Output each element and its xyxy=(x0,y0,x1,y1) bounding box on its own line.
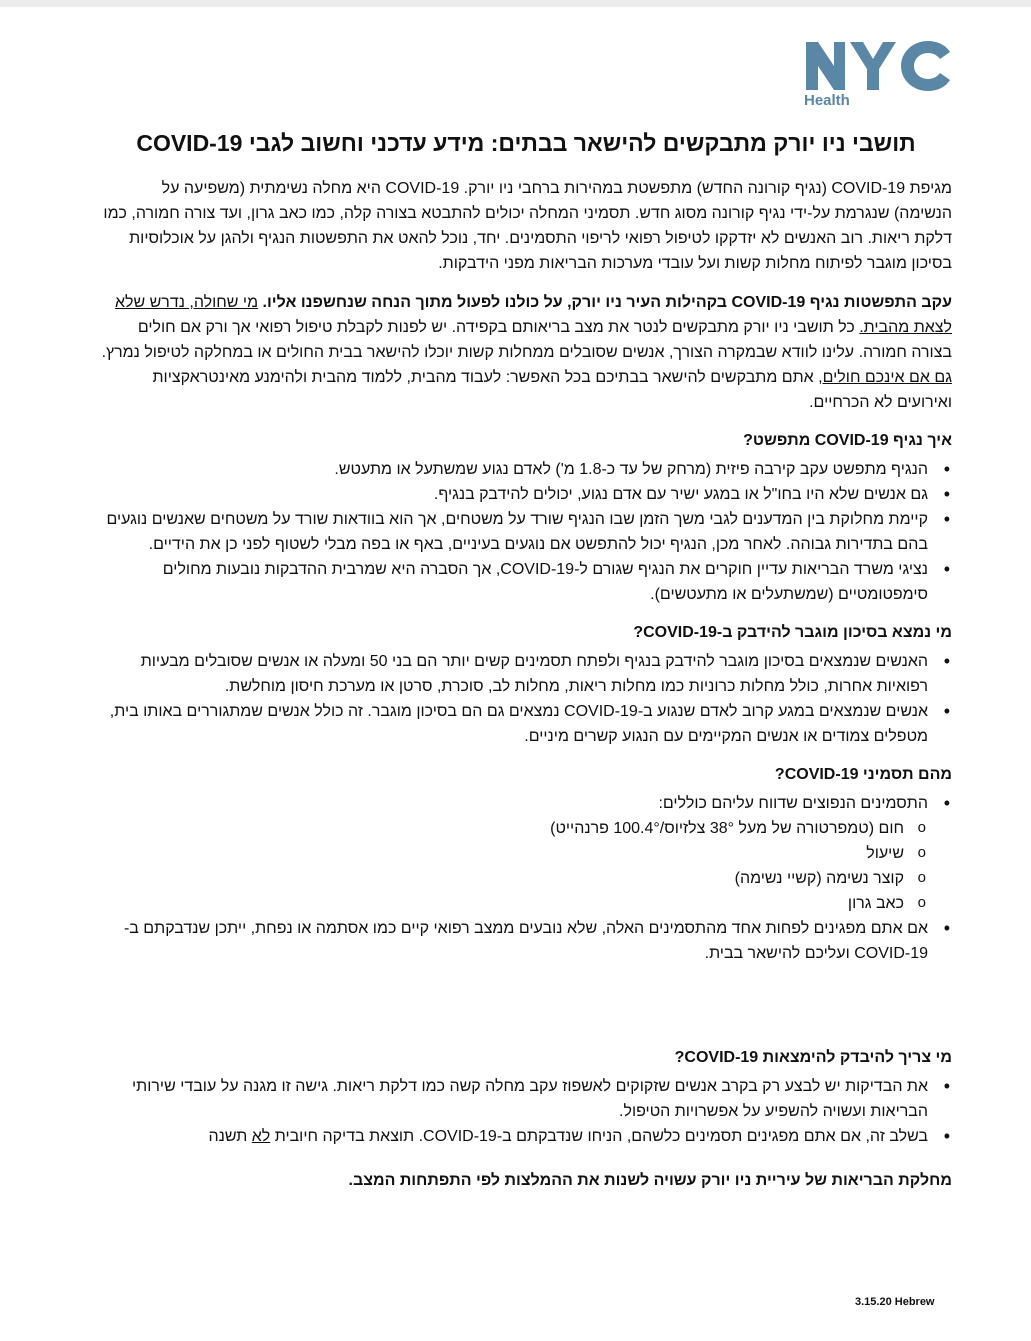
symptom-item: o קוצר נשימה (קשיי נשימה) xyxy=(100,866,904,891)
list-item: • את הבדיקות יש לבצע רק בקרב אנשים שזקוקים לאשפוז עקב מחלה קשה כמו דלקת ריאות. גישה זו מגנה על עובדי שירותי הבריאות ועשויה להשפיע על אפשרויות הטיפול. xyxy=(100,1074,928,1124)
spread-list xyxy=(100,457,952,607)
document-body xyxy=(100,128,952,1193)
list-item xyxy=(100,791,928,816)
stay-home-text-2: אתם מתבקשים להישאר בבתיכם בכל האפשר: לעבוד מהבית, ללמוד מהבית ולהימנע מאינטראקציות ואירועים לא הכרחיים. xyxy=(152,369,952,411)
symptoms-heading: מהם תסמיני COVID-19? xyxy=(774,766,952,783)
spread-heading: איך נגיף COVID-19 מתפשט? xyxy=(743,432,952,449)
testing-item2-end: תשנה xyxy=(208,1128,248,1145)
list-item: • האנשים שנמצאים בסיכון מוגבר להידבק בנגיף ולפתח תסמינים קשים יותר הם בני 50 ומעלה או אנשים שסובלים מבעיות רפואיות אחרות, כולל מחלות כרוניות כמו מחלות ריאות, מחלות לב, סוכרת, סרטן או מערכת חיסון מוחלשת. xyxy=(100,649,928,699)
list-item: • אנשים שנמצאים במגע קרוב לאדם שנגוע ב-COVID-19 נמצאים גם הם בסיכון מוגבר. זה כולל אנשים שמתגוררים באותו בית, מטפלים צמודים או אנשים המקיימים עם הנגוע קשרים מיניים. xyxy=(100,699,928,749)
stay-home-underline-2: גם אם אינכם חולים, xyxy=(818,369,952,386)
symptoms-advice-list xyxy=(100,916,952,966)
list-item: • קיימת מחלוקת בין המדענים לגבי משך הזמן שבו הנגיף שורד על משטחים, אך הוא בוודאות שורד על משטחים שאנשים נוגעים בהם בתדירות גבוהה. לאחר מכן, הנגיף יכול להתפשט אם נוגעים בעיניים, באף או בפה מבלי לשטוף לפני כן את הידיים. xyxy=(100,507,928,557)
top-border xyxy=(0,0,1031,7)
symptoms-sublist xyxy=(100,816,952,916)
list-item: • הנגיף מתפשט עקב קירבה פיזית (מרחק של עד כ-1.8 מ') לאדם נגוע שמשתעל או מתעטש. xyxy=(100,457,928,482)
nyc-health-logo xyxy=(804,40,952,112)
footer-note: מחלקת הבריאות של עיריית ניו יורק עשויה לשנות את ההמלצות לפי התפתחות המצב. xyxy=(348,1172,952,1189)
page-title: תושבי ניו יורק מתבקשים להישאר בבתים: מידע עדכני וחשוב לגבי COVID-19 xyxy=(136,130,916,156)
risk-heading: מי נמצא בסיכון מוגבר להידבק ב-COVID-19? xyxy=(633,624,952,641)
nyc-logo-icon xyxy=(804,40,952,92)
list-item xyxy=(100,1124,928,1149)
stay-home-text-1: כל תושבי ניו יורק מתבקשים לנטר את מצב בריאותם בקפידה. יש לפנות לקבלת טיפול רפואי אך ורק אם חולים בצורה חמורה. עלינו לוודא שבמקרה הצורך, אנשים שסובלים ממחלות קשות יוכלו להישאר בבית החולים או במחלקה לטיפול נמרץ. xyxy=(101,319,952,361)
stay-home-paragraph xyxy=(100,290,952,415)
symptom-item: o כאב גרון xyxy=(100,891,904,916)
testing-item2-text: בשלב זה, אם אתם מפגינים תסמינים כלשהם, הניחו שנדבקתם ב-COVID-19. תוצאת בדיקה חיובית xyxy=(274,1128,928,1145)
symptom-item: o שיעול xyxy=(100,841,904,866)
section-spacer xyxy=(100,966,952,1032)
testing-item2-underline: לא xyxy=(251,1128,271,1145)
testing-heading: מי צריך להיבדק להימצאות COVID-19? xyxy=(674,1049,952,1066)
testing-list xyxy=(100,1074,952,1149)
document-code: 3.15.20 Hebrew xyxy=(855,1296,935,1308)
intro-paragraph: מגיפת COVID-19 (נגיף קורונה החדש) מתפשטת במהירות ברחבי ניו יורק. COVID-19 היא מחלה נשימתית (משפיעה על הנשימה) שנגרמת על-ידי נגיף קורונה מסוג חדש. תסמיני המחלה יכולים להתבטא בצורה קלה, כמו כאב גרון, ועד צורה חמורה, כמו דלקת ריאות. רוב האנשים לא יזדקקו לטיפול רפואי לריפוי התסמינים. יחד, נוכל להאט את התפשטות הנגיף ולהגן על אוכלוסיות בסיכון מוגבר לפיתוח מחלות קשות ועל עובדי מערכות הבריאות מפני הידבקות. xyxy=(103,180,952,272)
symptoms-list xyxy=(100,791,952,816)
list-item: • אם אתם מפגינים לפחות אחד מהתסמינים האלה, שלא נובעים ממצב רפואי קיים כמו אסתמה או נפחת, ייתכן שנדבקתם ב-COVID-19 ועליכם להישאר בבית. xyxy=(100,916,928,966)
list-item: • גם אנשים שלא היו בחו"ל או במגע ישיר עם אדם נגוע, יכולים להידבק בנגיף. xyxy=(100,482,928,507)
stay-home-underline-1: מי שחולה, נדרש שלא לצאת מהבית. xyxy=(114,294,952,336)
symptoms-intro: התסמינים הנפוצים שדווח עליהם כוללים: xyxy=(658,795,928,812)
risk-list xyxy=(100,649,952,749)
logo-health-text: Health xyxy=(804,92,850,109)
stay-home-bold: עקב התפשטות נגיף COVID-19 בקהילות העיר ניו יורק, על כולנו לפעול מתוך הנחה שנחשפנו אליו. xyxy=(262,294,952,311)
symptom-item: o חום (טמפרטורה של מעל 38° צלזיוס/100.4° פרנהייט) xyxy=(100,816,904,841)
list-item: • נציגי משרד הבריאות עדיין חוקרים את הנגיף שגורם ל-COVID-19, אך הסברה היא שמרבית ההדבקות נובעות מחולים סימפטומטיים (שמשתעלים או מתעטשים). xyxy=(100,557,928,607)
